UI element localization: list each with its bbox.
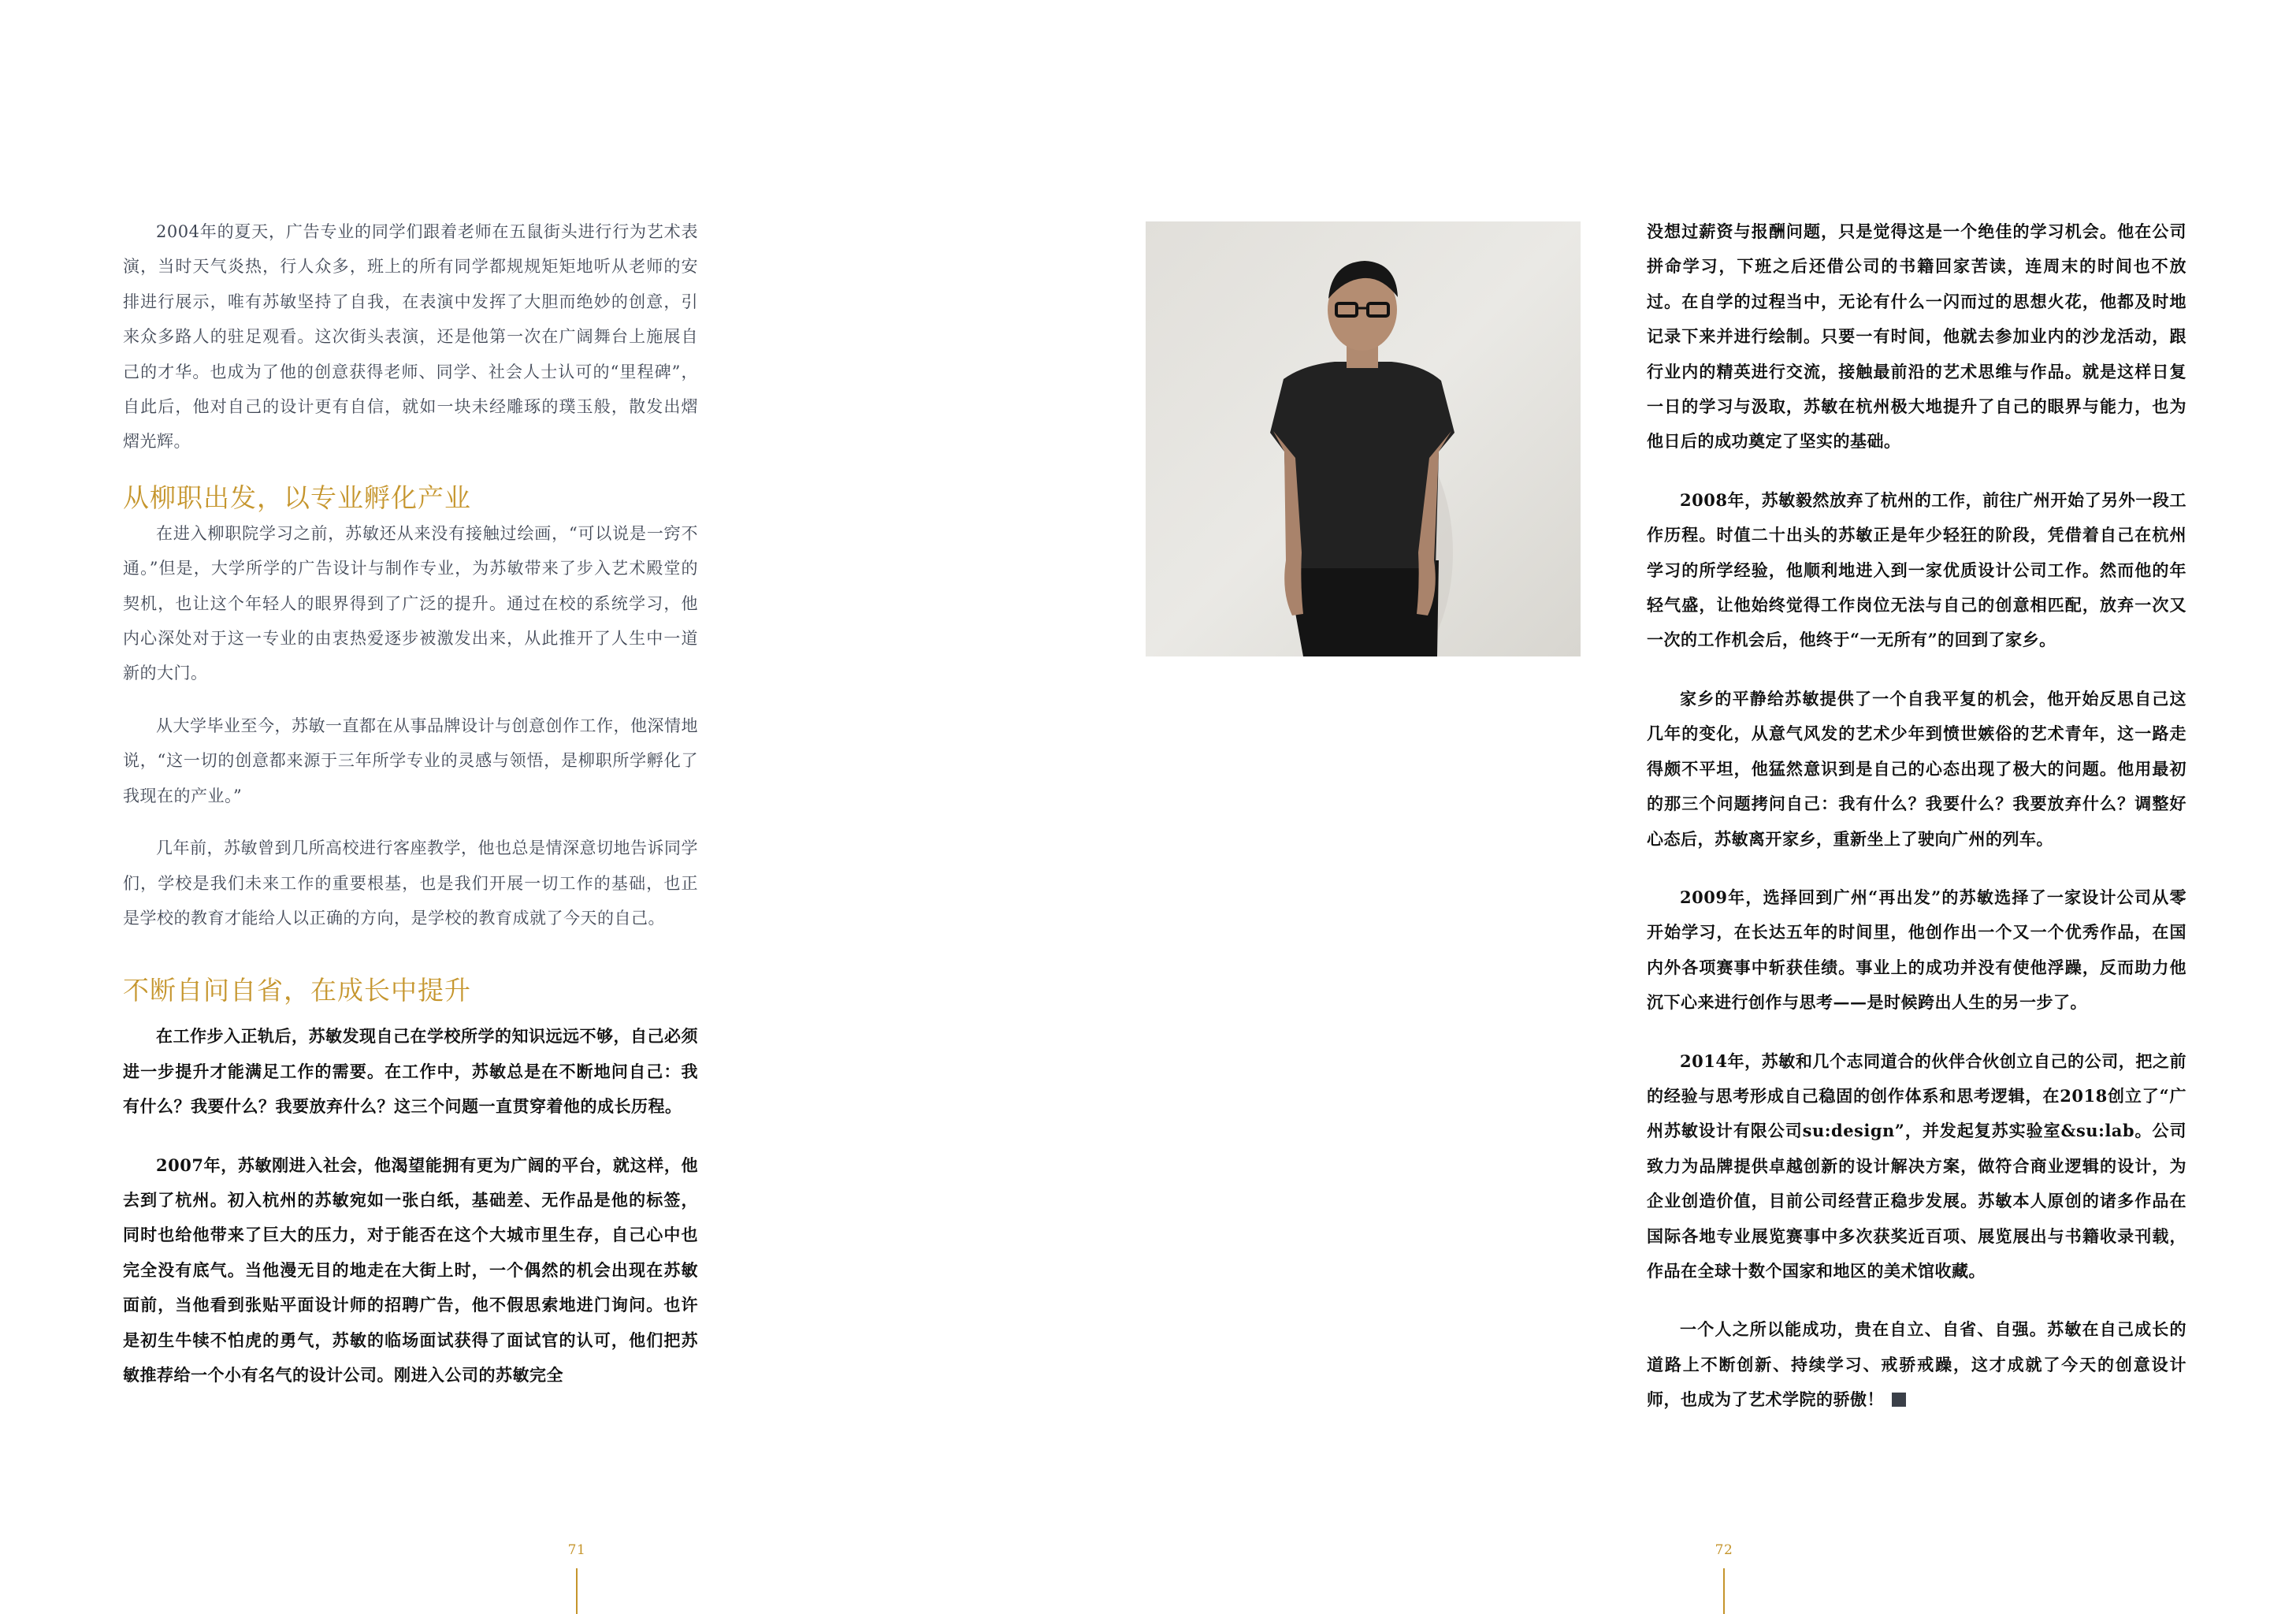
right-paragraph: 2009年，选择回到广州“再出发”的苏敏选择了一家设计公司从零开始学习，在长达五年的时间里，他创作出一个又一个优秀作品，在国内外各项赛事中斩获佳绩。事业上的成功并没有使他浮躁，反而助力他沉下心来进行创作与思考——是时候跨出人生的另一步了。 — [1647, 887, 2186, 1013]
right-column — [1647, 214, 2186, 1418]
section-heading-2: 不断自问自省，在成长中提升 — [123, 975, 471, 1006]
right-paragraph: 2014年，苏敏和几个志同道合的伙伴合伙创立自己的公司，把之前的经验与思考形成自己稳固的创作体系和思考逻辑，在2018创立了“广州苏敏设计有限公司su:design”，并发起复苏实验室&su:lab。公司致力为品牌提供卓越创新的设计解决方案，做符合商业逻辑的设计，为企业创造价值，目前公司经营正稳步发展。苏敏本人原创的诸多作品在国际各地专业展览赛事中多次获奖近百项、展览展出与书籍收录刊载，作品在全球十数个国家和地区的美术馆收藏。 — [1647, 1051, 2186, 1281]
intro-paragraph: 2004年的夏天，广告专业的同学们跟着老师在五鼠街头进行行为艺术表演，当时天气炎热，行人众多，班上的所有同学都规规矩矩地听从老师的安排进行展示，唯有苏敏坚持了自我，在表演中发挥了大胆而绝妙的创意，引来众多路人的驻足观看。这次街头表演，还是他第一次在广阔舞台上施展自己的才华。也成为了他的创意获得老师、同学、社会人士认可的“里程碑”，自此后，他对自己的设计更有自信，就如一块未经雕琢的璞玉般，散发出熠熠光辉。 — [123, 222, 698, 452]
right-paragraph: 家乡的平静给苏敏提供了一个自我平复的机会，他开始反思自己这几年的变化，从意气风发的艺术少年到愤世嫉俗的艺术青年，这一路走得颇不平坦，他猛然意识到是自己的心态出现了极大的问题。他用最初的那三个问题拷问自己：我有什么？我要什么？我要放弃什么？调整好心态后，苏敏离开家乡，重新坐上了驶向广州的列车。 — [1647, 688, 2186, 849]
closing-paragraph — [1647, 1312, 2186, 1417]
portrait-photo — [1146, 221, 1581, 656]
section-heading-1: 从柳职出发，以专业孵化产业 — [123, 482, 471, 513]
right-paragraph: 没想过薪资与报酬问题，只是觉得这是一个绝佳的学习机会。他在公司拼命学习，下班之后还借公司的书籍回家苦读，连周末的时间也不放过。在自学的过程当中，无论有什么一闪而过的思想火花，他都及时地记录下来并进行绘制。只要一有时间，他就去参加业内的沙龙活动，跟行业内的精英进行交流，接触最前沿的艺术思维与作品。就是这样日复一日的学习与汲取，苏敏在杭州极大地提升了自己的眼界与能力，也为他日后的成功奠定了坚实的基础。 — [1647, 221, 2186, 452]
section2-paragraph: 2007年，苏敏刚进入社会，他渴望能拥有更为广阔的平台，就这样，他去到了杭州。初入杭州的苏敏宛如一张白纸，基础差、无作品是他的标签，同时也给他带来了巨大的压力，对于能否在这个大城市里生存，自己心中也完全没有底气。当他漫无目的地走在大街上时，一个偶然的机会出现在苏敏面前，当他看到张贴平面设计师的招聘广告，他不假思索地进门询问。也许是初生牛犊不怕虎的勇气，苏敏的临场面试获得了面试官的认可，他们把苏敏推荐给一个小有名气的设计公司。刚进入公司的苏敏完全 — [123, 1155, 698, 1385]
page-number-left: 71 — [567, 1542, 586, 1558]
page-number-right: 72 — [1715, 1542, 1733, 1558]
end-mark-icon — [1892, 1393, 1906, 1407]
section1-paragraph: 从大学毕业至今，苏敏一直都在从事品牌设计与创意创作工作，他深情地说，“这一切的创意都来源于三年所学专业的灵感与领悟，是柳职所学孵化了我现在的产业。” — [123, 716, 698, 805]
folio-rule-right — [1723, 1568, 1725, 1614]
section2-paragraph: 在工作步入正轨后，苏敏发现自己在学校所学的知识远远不够，自己必须进一步提升才能满足工作的需要。在工作中，苏敏总是在不断地问自己：我有什么？我要什么？我要放弃什么？这三个问题一直贯穿着他的成长历程。 — [123, 1026, 698, 1117]
left-column — [123, 214, 698, 1393]
right-paragraph: 2008年，苏敏毅然放弃了杭州的工作，前往广州开始了另外一段工作历程。时值二十出头的苏敏正是年少轻狂的阶段，凭借着自己在杭州学习的所学经验，他顺利地进入到一家优质设计公司工作。然而他的年轻气盛，让他始终觉得工作岗位无法与自己的创意相匹配，放弃一次又一次的工作机会后，他终于“一无所有”的回到了家乡。 — [1647, 489, 2186, 650]
section1-paragraph: 几年前，苏敏曾到几所高校进行客座教学，他也总是情深意切地告诉同学们，学校是我们未来工作的重要根基，也是我们开展一切工作的基础，也正是学校的教育才能给人以正确的方向，是学校的教育成就了今天的自己。 — [123, 839, 698, 928]
closing-text: 一个人之所以能成功，贵在自立、自省、自强。苏敏在自己成长的道路上不断创新、持续学习、戒骄戒躁，这才成就了今天的创意设计师，也成为了艺术学院的骄傲！ — [1647, 1319, 2186, 1410]
folio-rule-left — [576, 1568, 578, 1614]
section1-paragraph: 在进入柳职院学习之前，苏敏还从来没有接触过绘画，“可以说是一窍不通。”但是，大学所学的广告设计与制作专业，为苏敏带来了步入艺术殿堂的契机，也让这个年轻人的眼界得到了广泛的提升。通过在校的系统学习，他内心深处对于这一专业的由衷热爱逐步被激发出来，从此推开了人生中一道新的大门。 — [123, 523, 698, 683]
